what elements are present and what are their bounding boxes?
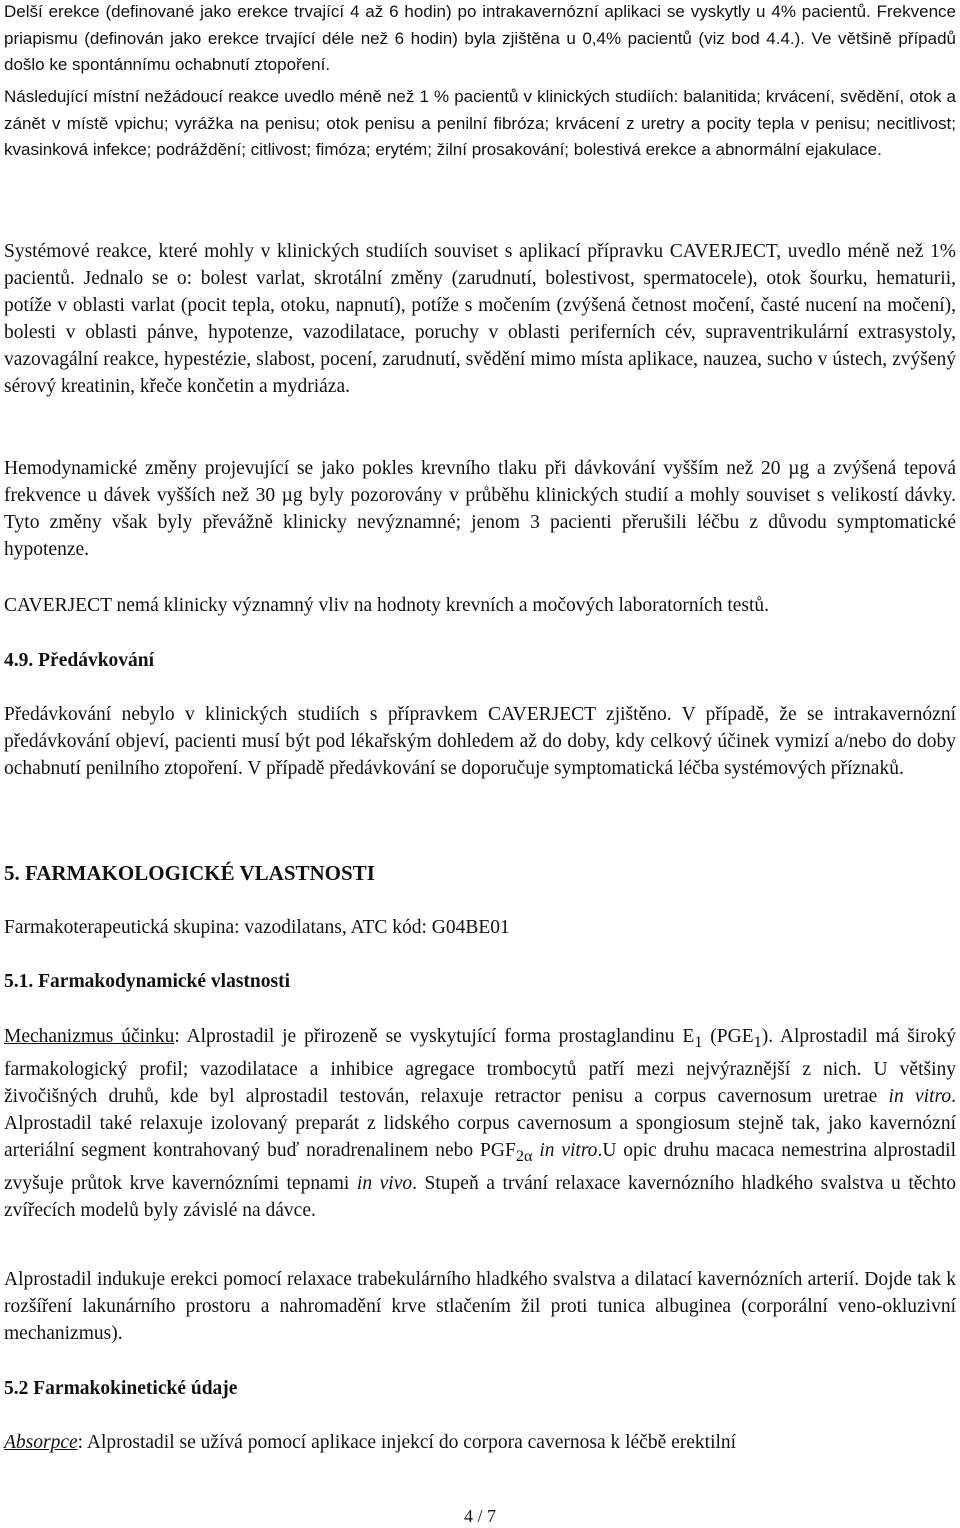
page-number: 4 / 7 [463,1506,496,1526]
paragraph-local-reactions: Následující místní nežádoucí reakce uvedlo méně než 1 % pacientů v klinických studiích: balanitida; krvácení, svědění, otok a zánět v místě vpichu; vyrážka na penisu; otok penisu a penilní fibróza; krvácení z uretry a pocity tepla v penisu; necitlivost; kvasinková infekce; podráždění; citlivost; fimóza; erytém; žilní prosakování; bolestivá erekce a abnormální ejakulace. [4,87,956,159]
absorption-label: Absorpce [4,1432,78,1453]
heading-pharmacological-properties: 5. FARMAKOLOGICKÉ VLASTNOSTI [4,861,375,885]
paragraph-erection-induction: Alprostadil indukuje erekci pomocí relaxace trabekulárního hladkého svalstva a dilatací kavernózních arterií. Dojde tak k rozšíření lakunárního prostoru a nahromadění krve stlačením žil proti tunica albuginea (corporální veno-okluzivní mechanizmus). [4,1269,956,1344]
heading-pharmacodynamic: 5.1. Farmakodynamické vlastnosti [4,971,291,992]
heading-overdose: 4.9. Předávkování [4,650,155,671]
paragraph-absorption: Absorpce: Alprostadil se užívá pomocí aplikace injekcí do corpora cavernosa k léčbě erektilní [4,1432,737,1453]
paragraph-systemic-reactions: Systémové reakce, které mohly v klinických studiích souviset s aplikací přípravku CAVERJECT, uvedlo méně než 1% pacientů. Jednalo se o: bolest varlat, skrotální změny (zarudnutí, bolestivost, spermatocele), otok šourku, hematurii, potíže v oblasti varlat (pocit tepla, otoku, napnutí), potíže s močením (zvýšená četnost močení, časté nucení na močení), bolesti v oblasti pánve, hypotenze, vazodilatace, poruchy v oblasti periferních cév, supraventrikulární extrasystoly, vazovagální reakce, hypestézie, slabost, pocení, zarudnutí, svědění mimo místa aplikace, nauzea, sucho v ústech, zvýšený sérový kreatinin, křeče končetin a mydriáza. [4,241,956,397]
mechanism-label: Mechanizmus účinku [4,1026,175,1047]
paragraph-mechanism-of-action: Mechanizmus účinku: Alprostadil je přirozeně se vyskytující forma prostaglandinu $E_1$ $(PGE_1)$. Alprostadil má široký farmakologický profil; vazodilatace a inhibice agregace trombocytů patří mezi nejvýraznější z nich. U většiny živočišných druhů, kde byl alprostadil testován, relaxuje retractor penisu a corpus cavernosum uretrae in vitro. Alprostadil také relaxuje izolovaný preparát z lidského corpus cavernosum a spongiosum stejně tak, jako kavernózní arteriální segment kontrahovaný buď noradrenalinem nebo $PGF_{2\alpha}$ in vitro.U opic druhu macaca nemestrina alprostadil zvyšuje průtok krve kavernózními tepnami in vivo. Stupeň a trvání relaxace kavernózního hladkého svalstva u těchto zvířecích modelů byly závislé na dávce. [4,1026,956,1221]
heading-pharmacokinetic: 5.2 Farmakokinetické údaje [4,1378,238,1399]
paragraph-lab-tests: CAVERJECT nemá klinicky významný vliv na hodnoty krevních a močových laboratorních testů. [4,595,770,616]
paragraph-pharmacotherapeutic-group: Farmakoterapeutická skupina: vazodilatans, ATC kód: G04BE01 [4,917,510,938]
paragraph-hemodynamic-changes: Hemodynamické změny projevující se jako pokles krevního tlaku při dávkování vyšším než 20 µg a zvýšená tepová frekvence u dávek vyšších než 30 µg byly pozorovány v průběhu klinických studií a mohly souviset s velikostí dávky. Tyto změny však byly převážně klinicky nevýznamné; jenom 3 pacienti přerušili léčbu z důvodu symptomatické hypotenze. [4,458,956,560]
paragraph-prolonged-erection: Delší erekce (definované jako erekce trvající 4 až 6 hodin) po intrakavernózní aplikaci se vyskytly u 4% pacientů. Frekvence priapismu (definován jako erekce trvající déle než 6 hodin) byla zjištěna u 0,4% pacientů (viz bod 4.4.). Ve většině případů došlo ke spontánnímu ochabnutí ztopoření. [4,2,956,74]
paragraph-overdose: Předávkování nebylo v klinických studiích s přípravkem CAVERJECT zjištěno. V případě, že se intrakavernózní předávkování objeví, pacienti musí být pod lékařským dohledem až do doby, kdy celkový účinek vymizí a/nebo do doby ochabnutí penilního ztopoření. V případě předávkování se doporučuje symptomatická léčba systémových příznaků. [4,704,956,779]
